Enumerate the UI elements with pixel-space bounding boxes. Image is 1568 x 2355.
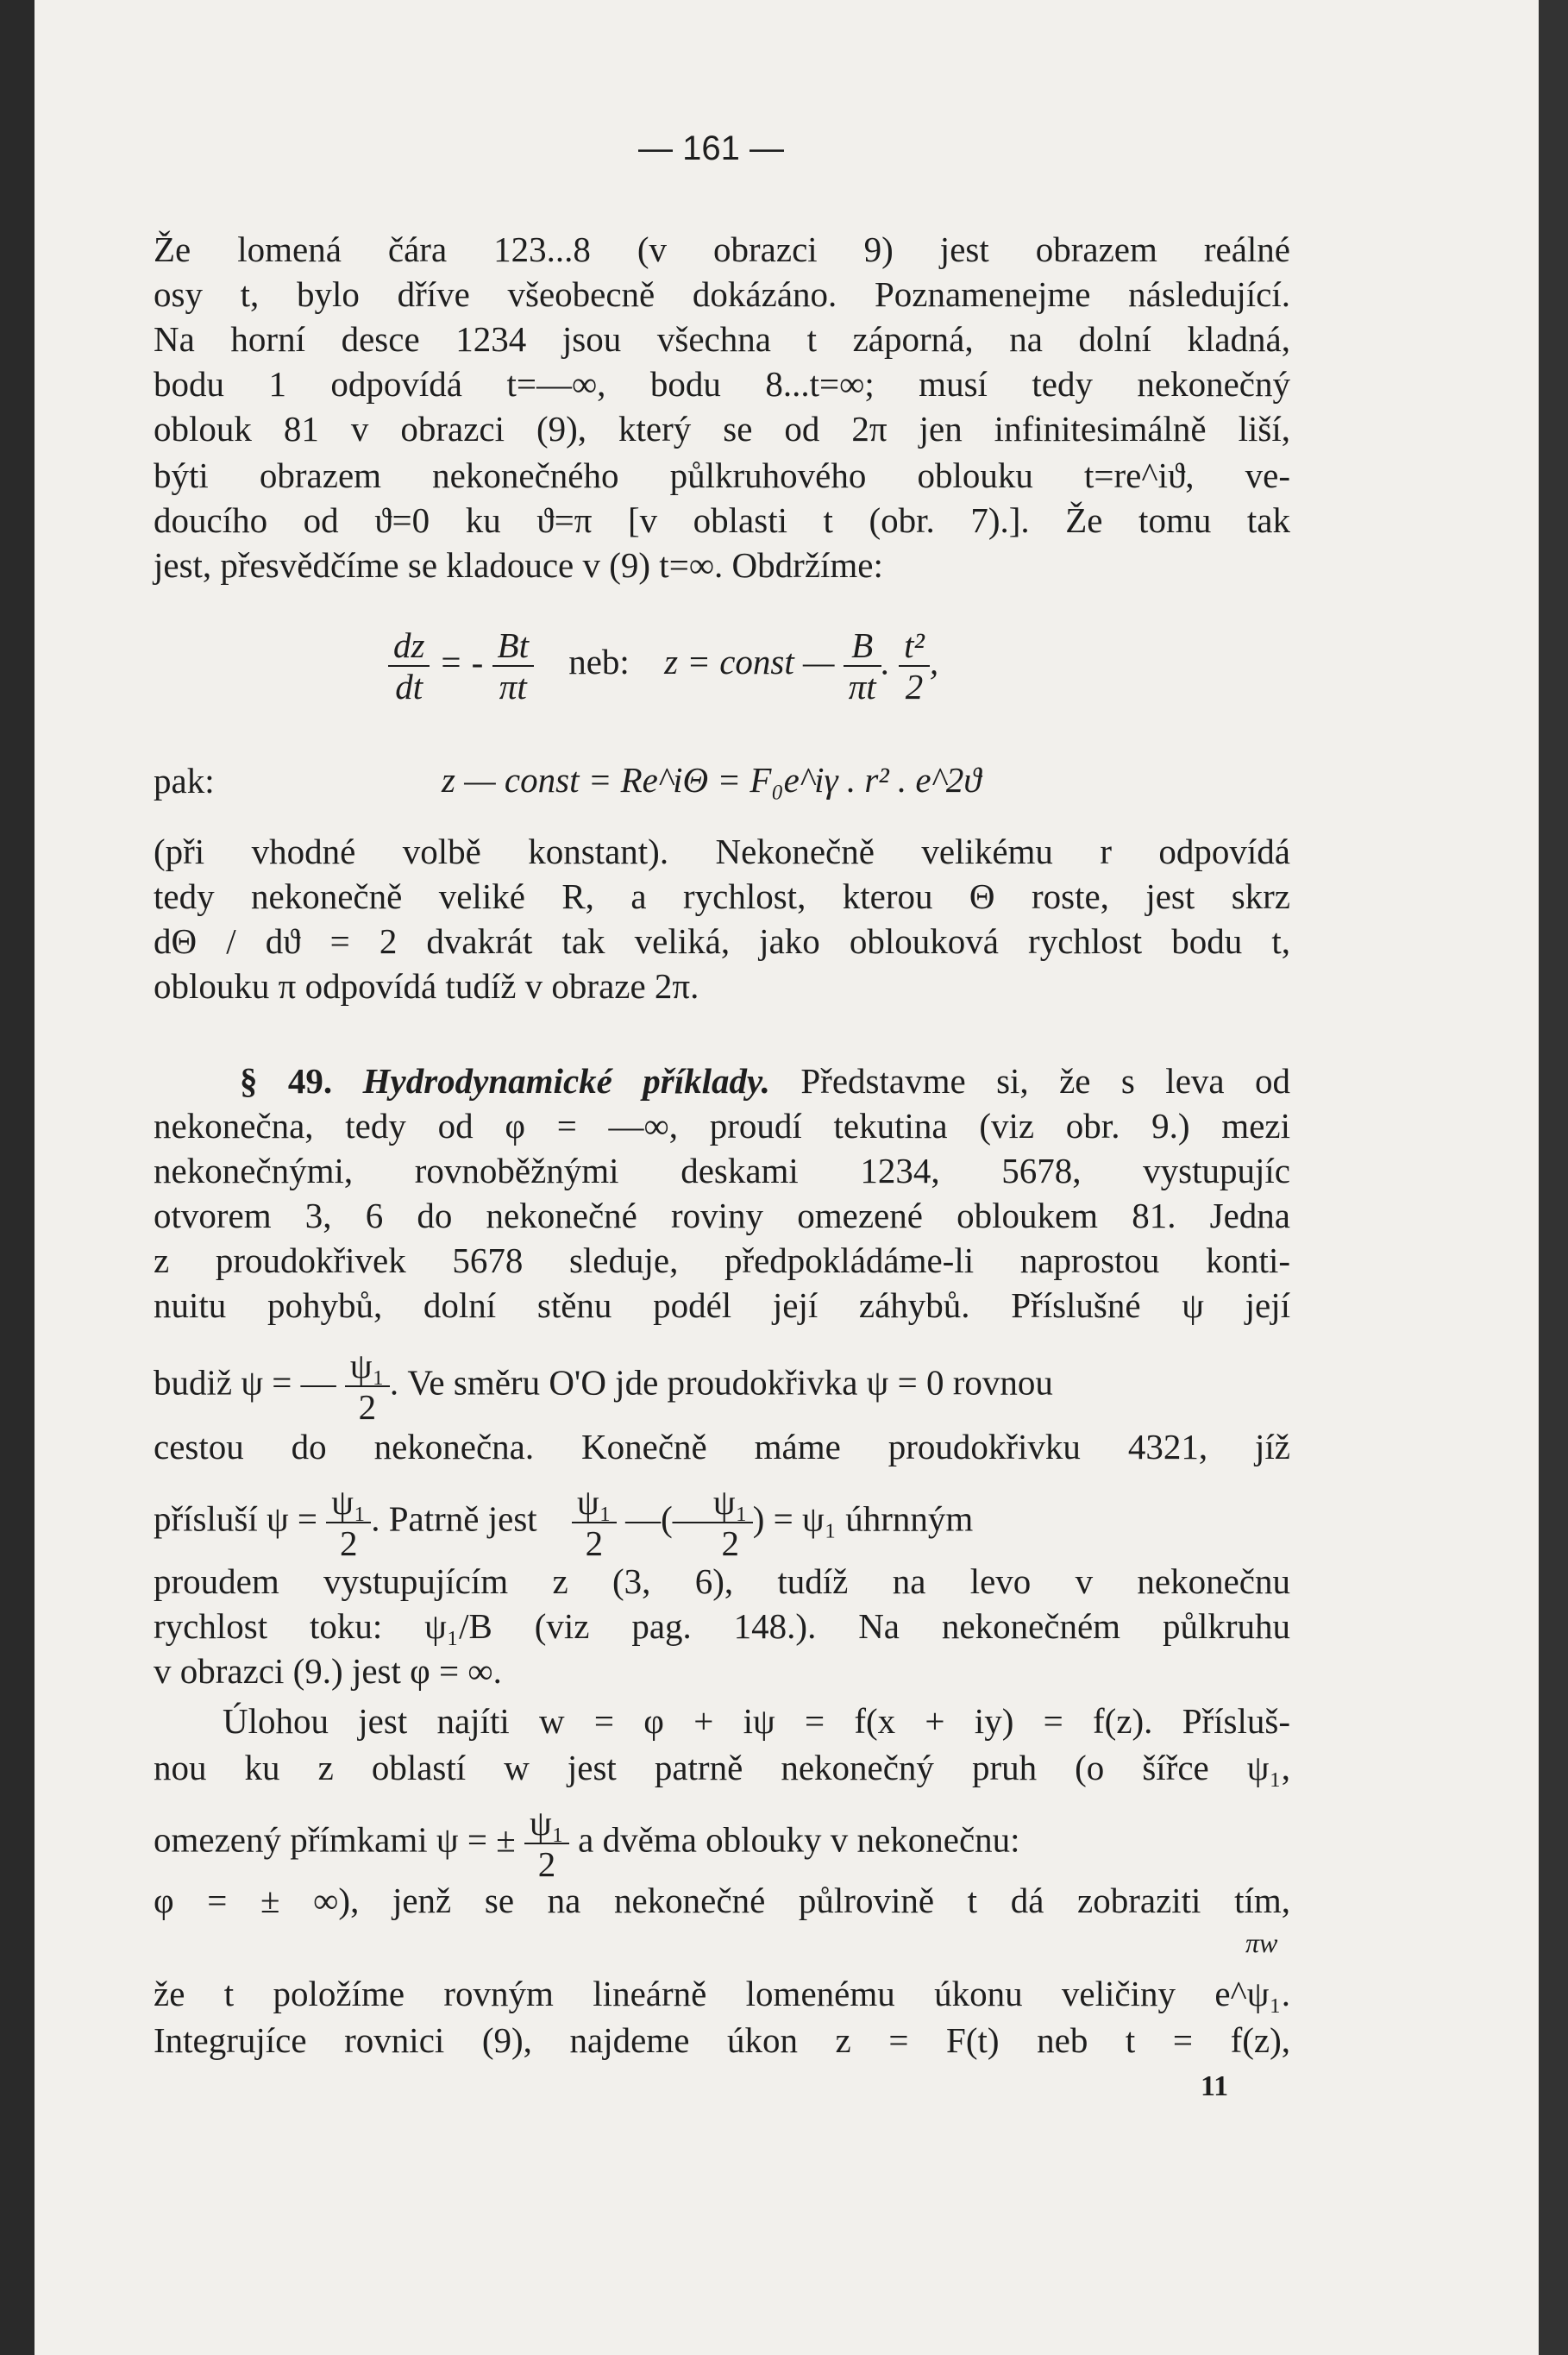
budiz-line: budiž ψ = — $\frac{\text{ψ₁}}{2}$ . Ve směru O'O jde proudokřivka ψ = 0 rovnou — [154, 1346, 1053, 1427]
fraction: $\frac{\text{ψ₁}}{2}$ — [572, 1482, 617, 1563]
text-line: Integrujíce rovnici (9), najdeme úkon z = F(t) neb t = f(z), — [154, 2020, 1290, 2060]
fraction: $\frac{\text{ψ₁}}{2}$ — [708, 1482, 753, 1563]
signature-mark: 11 — [1201, 2070, 1229, 2102]
text-line: Úlohou jest najíti w = φ + iψ = f(x + iy) = f(z). Přísluš- — [223, 1701, 1290, 1741]
fraction: $\frac{B}{\pi t}$ — [844, 625, 881, 706]
equation-z-const: z — const = Re^iΘ = F₀e^iγ . r² . e^2ϑ — [442, 760, 982, 800]
text-line: nekonečna, tedy od φ = —∞, proudí tekutina (viz obr. 9.) mezi — [154, 1106, 1290, 1146]
text-line: nou ku z oblastí w jest patrně nekonečný pruh (o šířce ψ₁, — [154, 1748, 1290, 1787]
scan-edge-left — [0, 0, 34, 2355]
text-line: jest, přesvědčíme se kladouce v (9) t=∞. Obdržíme: — [154, 545, 883, 585]
text-line: Že lomená čára 123...8 (v obrazci 9) jest obrazem reálné — [154, 229, 1290, 269]
text-line: v obrazci (9.) jest φ = ∞. — [154, 1651, 502, 1691]
section-heading-line: § 49. Hydrodynamické příklady. Představme si, že s leva od — [240, 1061, 1291, 1101]
text-line: nuitu pohybů, dolní stěnu podél její záhybů. Příslušné ψ její — [154, 1285, 1290, 1325]
text-line: proudem vystupujícím z (3, 6), tudíž na levo v nekonečnu — [154, 1561, 1290, 1601]
text-line: tedy nekonečně veliké R, a rychlost, kterou Θ roste, jest skrz — [154, 876, 1290, 916]
fraction: $\frac{\text{t²}}{2}$ — [899, 625, 930, 706]
equation-dz-dt: $\frac{dz}{dt}$ = - $\frac{Bt}{\pi t}$ neb: z = const — $\frac{B}{\pi t}$ . $\frac{\text{t²}}{2}$ , — [388, 625, 938, 706]
fraction: $\frac{Bt}{\pi t}$ — [492, 625, 534, 706]
text-line: osy t, bylo dříve všeobecně dokázáno. Poznamenejme následující. — [154, 274, 1290, 314]
pak-label: pak: — [154, 761, 215, 801]
text-line: nekonečnými, rovnoběžnými deskami 1234, 5678, vystupujíc — [154, 1151, 1290, 1190]
text-line: oblouku π odpovídá tudíž v obraze 2π. — [154, 966, 699, 1006]
scan-edge-right — [1539, 0, 1568, 2355]
section-title: Hydrodynamické příklady. — [362, 1061, 770, 1101]
text-line: že t položíme rovným lineárně lomenému úkonu veličiny e^ψ₁. — [154, 1974, 1290, 2013]
text-line: Na horní desce 1234 jsou všechna t záporná, na dolní kladná, — [154, 319, 1290, 359]
text-line: dΘ / dϑ = 2 dvakrát tak veliká, jako oblouková rychlost bodu t, — [154, 921, 1290, 961]
text-line: z proudokřivek 5678 sleduje, předpokládáme-li naprostou konti- — [154, 1240, 1290, 1280]
text-line: doucího od ϑ=0 ku ϑ=π [v oblasti t (obr. 7).]. Že tomu tak — [154, 500, 1290, 540]
fraction: $\frac{\text{ψ₁}}{2}$ — [345, 1346, 390, 1427]
section-mark: § 49. — [240, 1061, 333, 1101]
fraction: $\frac{dz}{dt}$ — [388, 625, 430, 706]
text-line: φ = ± ∞), jenž se na nekonečné půlrovině t dá zobraziti tím, — [154, 1881, 1290, 1920]
page-number: — 161 — — [638, 129, 784, 167]
fraction: $\frac{\text{ψ₁}}{2}$ — [326, 1482, 371, 1563]
omezeny-line: omezený přímkami ψ = ± $\frac{\text{ψ₁}}{2}$ a dvěma oblouky v nekonečnu: — [154, 1803, 1020, 1884]
prislusi-line: přísluší ψ = $\frac{\text{ψ₁}}{2}$ . Patrně jest $\frac{\text{ψ₁}}{2}$ —(— $\frac{\text{ψ₁}}{2}$ ) = ψ₁ úhrnným — [154, 1482, 974, 1563]
text-line: otvorem 3, 6 do nekonečné roviny omezené obloukem 81. Jedna — [154, 1196, 1290, 1235]
text-line: bodu 1 odpovídá t=—∞, bodu 8...t=∞; musí tedy nekonečný — [154, 364, 1290, 404]
text-line: cestou do nekonečna. Konečně máme proudokřivku 4321, jíž — [154, 1427, 1290, 1466]
exponent-fraction-num: πw — [1245, 1927, 1278, 1958]
text-line: oblouk 81 v obrazci (9), který se od 2π jen infinitesimálně liší, — [154, 409, 1290, 449]
fraction: $\frac{\text{ψ₁}}{2}$ — [524, 1803, 569, 1884]
text-line: (při vhodné volbě konstant). Nekonečně velikému r odpovídá — [154, 832, 1290, 871]
text-line: býti obrazem nekonečného půlkruhového oblouku t=re^iϑ, ve- — [154, 455, 1290, 495]
text-line: rychlost toku: ψ₁/B (viz pag. 148.). Na nekonečném půlkruhu — [154, 1606, 1290, 1646]
